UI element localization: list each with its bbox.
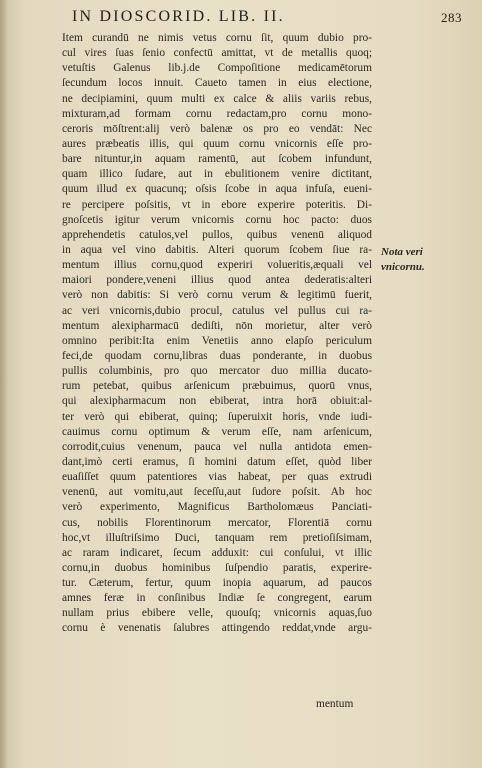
text-line: cornu,in duobus hominibus ſuſpendio paratis, experire-	[62, 561, 372, 574]
marginal-note-line: vnicornu.	[381, 261, 425, 273]
marginal-note-line: Nota veri	[381, 246, 423, 258]
text-line: gnoſcetis igitur verum vnicornis cornu hoc pacto: duos	[62, 213, 372, 226]
text-line: hoc,vt illuſtriſsimo Duci, tanquam rem pretioſiſsimam,	[62, 531, 372, 544]
text-line: ſecundum locos innuit. Caueto tamen in eius electione,	[62, 77, 372, 90]
text-line: venenū, aut vomitu,aut ſeceſſu,aut ſudore poſsit. Ab hoc	[62, 486, 372, 499]
text-line: quam illico ſudare, aut in ebulitionem venire dictitant,	[62, 168, 372, 181]
text-line: rum petebat, quibus arſenicum præbuimus, quorū vnus,	[62, 380, 372, 393]
text-line: quum illud ex quacunq; oſsis ſcobe in aqua infuſa, eueni-	[62, 183, 372, 196]
text-line: pullis columbinis, pro quo mercator duo millia ducato-	[62, 365, 372, 378]
catchword: mentum	[316, 698, 354, 710]
text-line: ceroris mōſtrent:alij verò balenæ os pro eo vendāt: Nec	[62, 122, 372, 135]
text-line: nullam prius ebibere velle, quouſq; vnicornis aquas,ſuo	[62, 607, 372, 620]
text-line: ter verò qui ebiberat, quinq; ſuperuixit horis, vnde iudi-	[62, 410, 372, 423]
text-line: tur. Cæterum, fertur, quum inopia aquarum, ad paucos	[62, 577, 372, 590]
text-line: apprehendetis catulos,vel pullos, quibus venenū aliquod	[62, 228, 372, 241]
body-text	[62, 31, 372, 637]
text-line: mentum alexipharmacū dediſti, nōn morietur, alter verò	[62, 319, 372, 332]
text-line: mentum illius cornu,quod experiri volueritis,æquali vel	[62, 259, 372, 272]
running-head	[72, 6, 462, 30]
text-line: ne decipiamini, quum multi ex calce & aliis variis rebus,	[62, 92, 372, 105]
text-line: in aqua vel vino dabitis. Alteri quorum ſcobem ſiue ra-	[62, 243, 372, 256]
marginal-note	[381, 245, 425, 275]
text-line: feci,de quodam cornu,libras duas ponderante, in duobus	[62, 349, 372, 362]
text-line: cornu è venenatis ſalubres attingendo reddat,vnde argu-	[62, 622, 372, 635]
text-line: cul vires ſuas ſenio confectū amittat, vt de metallis quoq;	[62, 47, 372, 60]
text-line: bare nituntur,in aquam ramentū, aut ſcobem infundunt,	[62, 153, 372, 166]
text-line: verò non dabitis: Si verò cornu verum & legitimū fuerit,	[62, 289, 372, 302]
text-line: ac raram indicaret, ſecum adduxit: cui conſului, vt illic	[62, 546, 372, 559]
text-line: maiori pondere,veneni illius quod antea dederatis:alteri	[62, 274, 372, 287]
text-line: ac veri vnicornis,dubio procul, catulus vel pullus cui ra-	[62, 304, 372, 317]
text-line: cauimus cornu optimum & verum eſſe, nam arſenicum,	[62, 425, 372, 438]
text-line: cus, nobilis Florentinorum mercator, Florentiā cornu	[62, 516, 372, 529]
text-line: euaſiſſet quum patentiores vias habeat, per quas extrudi	[62, 471, 372, 484]
text-line: qui alexipharmacum non ebiberat, intra horā obiuit:al-	[62, 395, 372, 408]
text-line: vetuſtis Galenus lib.j.de Compoſitione medicamētorum	[62, 62, 372, 75]
text-line: re percipere poſsitis, vt in ebore experire poteritis. Di-	[62, 198, 372, 211]
page-number: 283	[441, 10, 462, 25]
text-line: omnino peribit:Ita enim Venetiis anno elapſo periculum	[62, 334, 372, 347]
text-line: Item curandū ne nimis vetus cornu ſit, quum dubio pro-	[62, 32, 372, 44]
text-line: aures præbeatis illis, qui quum cornu vnicornis eſſe pro-	[62, 137, 372, 150]
text-line: amnes feræ in conſinibus Indiæ ſe congregent, earum	[62, 592, 372, 605]
text-line: corrodit,cuius venenum, pauca vel nulla antidota emen-	[62, 440, 372, 453]
text-line: verò experimento, Magnificus Bartholomæus Panciati-	[62, 501, 372, 514]
text-line: dant,imò certi eramus, ſi homini datum eſſet, quòd liber	[62, 455, 372, 468]
text-line: mixturam,ad formam cornu redactam,pro cornu mono-	[62, 107, 372, 120]
running-title: IN DIOSCORID. LIB. II.	[72, 8, 285, 25]
